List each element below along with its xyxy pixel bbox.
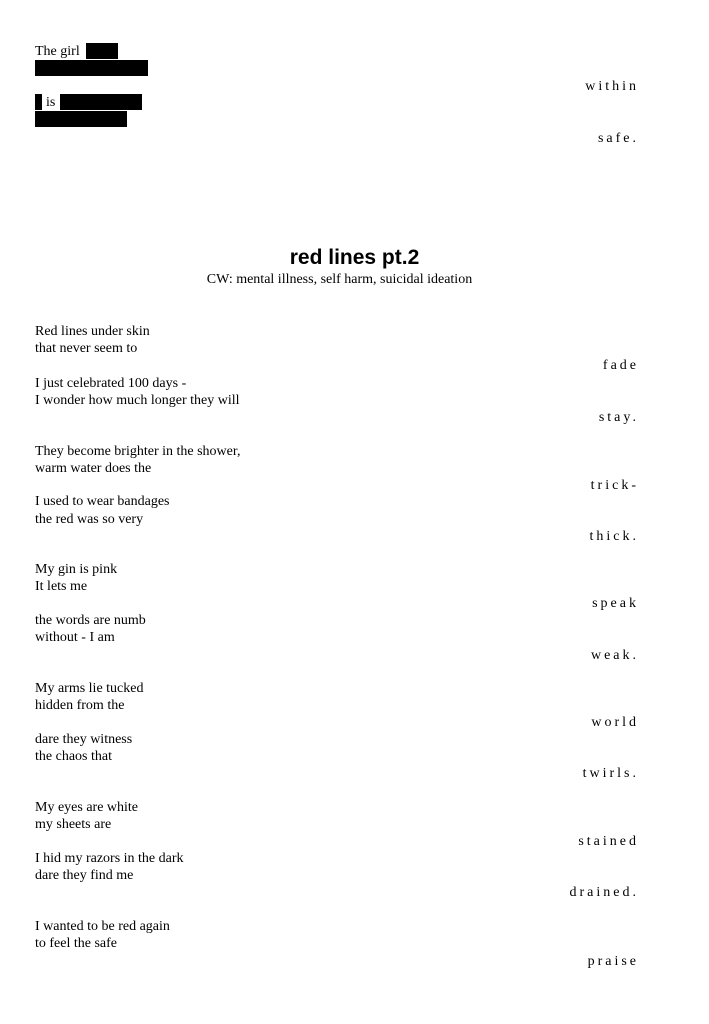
stanza-line: They become brighter in the shower, (35, 444, 241, 459)
stanza-right-word: trick- (590, 478, 639, 493)
stanza-right-word: world (591, 715, 639, 730)
fragment-right-word-1: within (585, 79, 639, 94)
stanza-right-word: twirls. (582, 766, 639, 781)
stanza-line: My eyes are white (35, 800, 139, 815)
stanza-line: I wonder how much longer they will (35, 393, 240, 408)
redaction-bar (86, 43, 118, 59)
stanza-right-word: weak. (590, 648, 639, 663)
stanza-line: without - I am (35, 630, 115, 645)
poem-title: red lines pt.2 (289, 246, 420, 269)
stanza-line: dare they find me (35, 868, 134, 883)
stanza-right-word: fade (602, 358, 639, 373)
redaction-bar (35, 94, 42, 110)
stanza-line: my sheets are (35, 817, 112, 832)
fragment-line-3: is (46, 95, 56, 110)
redaction-bar (35, 60, 148, 76)
stanza-line: the words are numb (35, 613, 146, 628)
stanza-right-word: praise (587, 954, 639, 969)
stanza-right-word: stay. (598, 410, 639, 425)
stanza-line: hidden from the (35, 698, 125, 713)
stanza-right-word: drained. (569, 885, 639, 900)
fragment-line-1: The girl (35, 44, 80, 59)
content-warning: CW: mental illness, self harm, suicidal ideation (206, 272, 473, 287)
stanza-line: I just celebrated 100 days - (35, 376, 187, 391)
stanza-line: I used to wear bandages (35, 494, 170, 509)
stanza-line: that never seem to (35, 341, 138, 356)
stanza-line: Red lines under skin (35, 324, 150, 339)
stanza-line: dare they witness (35, 732, 133, 747)
stanza-line: the chaos that (35, 749, 112, 764)
stanza-right-word: speak (592, 596, 639, 611)
stanza-line: the red was so very (35, 512, 144, 527)
redaction-bar (35, 111, 127, 127)
stanza-line: warm water does the (35, 461, 152, 476)
stanza-line: My arms lie tucked (35, 681, 144, 696)
stanza-line: I hid my razors in the dark (35, 851, 184, 866)
stanza-right-word: stained (578, 834, 639, 849)
fragment-right-word-2: safe. (597, 131, 639, 146)
stanza-right-word: thick. (589, 529, 639, 544)
stanza-line: to feel the safe (35, 936, 118, 951)
redaction-bar (60, 94, 142, 110)
stanza-line: My gin is pink (35, 562, 118, 577)
stanza-line: I wanted to be red again (35, 919, 170, 934)
stanza-line: It lets me (35, 579, 88, 594)
